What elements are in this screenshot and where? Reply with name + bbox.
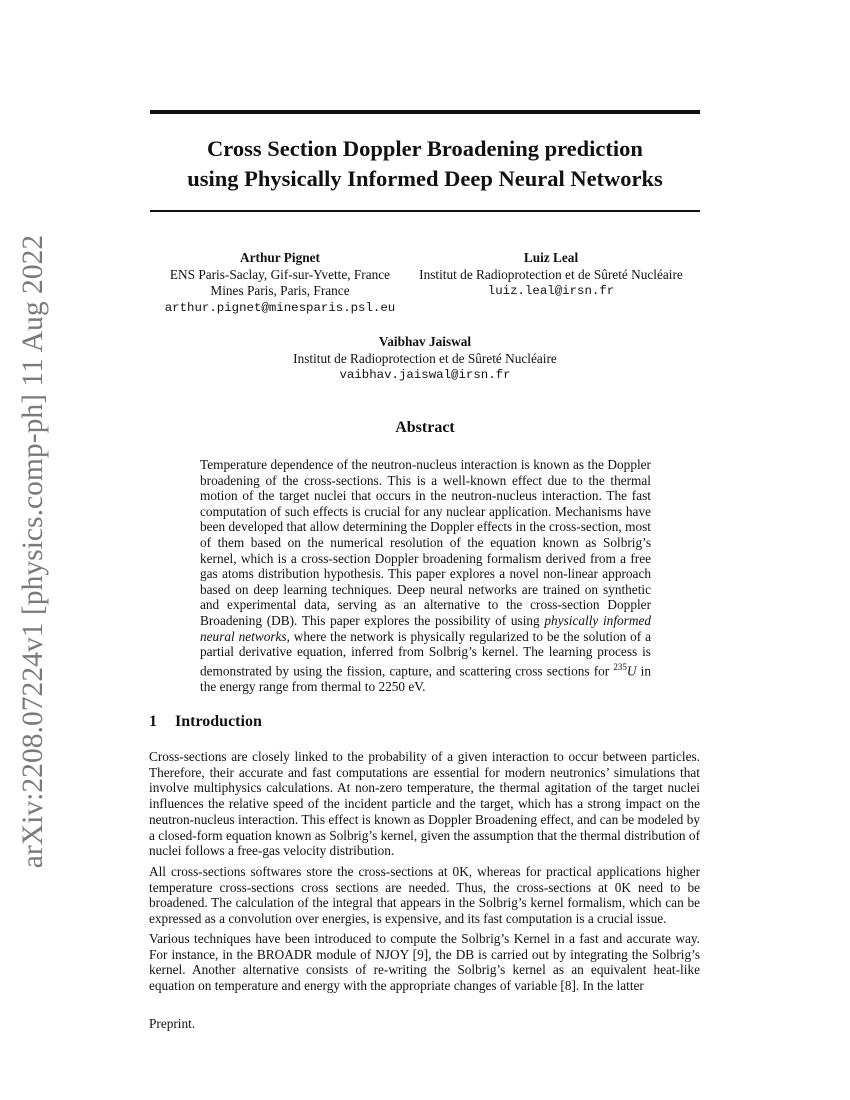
abstract-text: Temperature dependence of the neutron-nucleus interaction is known as the Doppler broadening of the cross-sections. This is a well-known effect due to the thermal motion of the target nuclei that occurs in the neutron-nucleus interaction. The fast computation of such effects is crucial for any nuclear application. Mechanisms have been developed that allow determining the Doppler effects in the cross-section, most of them based on the numerical resolution of the equation known as Solbrig’s kernel, which is a cross-section Doppler broadening formalism derived from a free gas atoms distribution hypothesis. This paper explores a novel non-linear approach based on deep learning techniques. Deep neural networks are trained on synthetic and experimental data, serving as an alternative to the cross-section Doppler Broadening (DB). This paper explores the possibility of using [200, 457, 651, 628]
abstract-emphasis: physically informed neural networks [200, 612, 651, 644]
title-bottom-rule [150, 210, 700, 212]
introduction-heading [149, 713, 262, 731]
isotope-symbol: U [626, 663, 637, 679]
abstract-text: in the energy range from thermal to 2250 eV. [200, 663, 651, 694]
isotope-mass-number: 235 [613, 661, 627, 672]
author-name: Vaibhav Jaiswal [378, 334, 472, 349]
section-title: Introduction [175, 713, 262, 730]
abstract-heading: Abstract [395, 419, 455, 436]
introduction-paragraph-2: All cross-sections softwares store the cross-sections at 0K, whereas for practical applications higher temperature cross-sections cross sections are needed. Thus, the cross-sections at 0K need to be broadened. The calculation of the integral that appears in the Solbrig’s kernel formalism, which can be expressed as a convolution over energies, is expensive, and its fast computation is a crucial issue. [149, 864, 700, 927]
author-email[interactable]: arthur.pignet@minesparis.psl.eu [164, 300, 396, 315]
author-affiliation: Institut de Radioprotection et de Sûreté Nucléaire [293, 350, 557, 366]
author-block-leal [405, 250, 697, 300]
author-affiliation: ENS Paris-Saclay, Gif-sur-Yvette, France [169, 266, 391, 282]
preprint-footer: Preprint. [149, 1016, 196, 1031]
section-number: 1 [149, 713, 157, 730]
arxiv-identifier-text: arXiv:2208.07224v1 [physics.comp-ph] 11 Aug 2022 [17, 234, 50, 868]
author-email[interactable]: luiz.leal@irsn.fr [487, 284, 615, 298]
author-email[interactable]: vaibhav.jaiswal@irsn.fr [339, 368, 511, 382]
author-affiliation: Institut de Radioprotection et de Sûreté Nucléaire [419, 266, 683, 282]
introduction-paragraph-3: Various techniques have been introduced to compute the Solbrig’s Kernel in a fast and accurate way. For instance, in the BROADR module of NJOY [9], the DB is carried out by integrating the Solbrig’s kernel. Another alternative consists of re-writing the Solbrig’s kernel as an equivalent heat-like equation on temperature and energy with the appropriate changes of variable [8]. In the latter [149, 931, 700, 994]
abstract-body [200, 457, 651, 694]
author-name: Arthur Pignet [240, 250, 320, 265]
author-affiliation: Mines Paris, Paris, France [210, 283, 350, 298]
introduction-paragraph-1: Cross-sections are closely linked to the probability of a given interaction to occur between particles. Therefore, their accurate and fast computations are essential for modern neutronics’ simulations that involve multiphysics calculations. At non-zero temperature, the thermal agitation of the target nuclei influences the relative speed of the incident particle and the target, which has a strong impact on the neutron-nucleus interaction. This effect is known as Doppler Broadening effect, and can be modeled by a closed-form equation known as Solbrig’s kernel, given the assumption that the thermal distribution of nuclei follows a free-gas velocity distribution. [149, 749, 700, 859]
author-block-jaiswal [150, 334, 700, 384]
author-name: Luiz Leal [523, 250, 579, 265]
paper-title [150, 134, 700, 194]
title-top-rule [150, 110, 700, 114]
abstract-text: , where the network is physically regularized to be the solution of a partial derivative equation, inferred from Solbrig’s kernel. The learning process is demonstrated by using the fission, capture, and scattering cross sections for [200, 628, 651, 679]
paper-title-line-1: Cross Section Doppler Broadening prediction [207, 136, 643, 161]
arxiv-identifier-stamp [4, 234, 64, 868]
paper-title-line-2: using Physically Informed Deep Neural Networks [187, 166, 663, 191]
author-block-pignet [150, 250, 410, 316]
